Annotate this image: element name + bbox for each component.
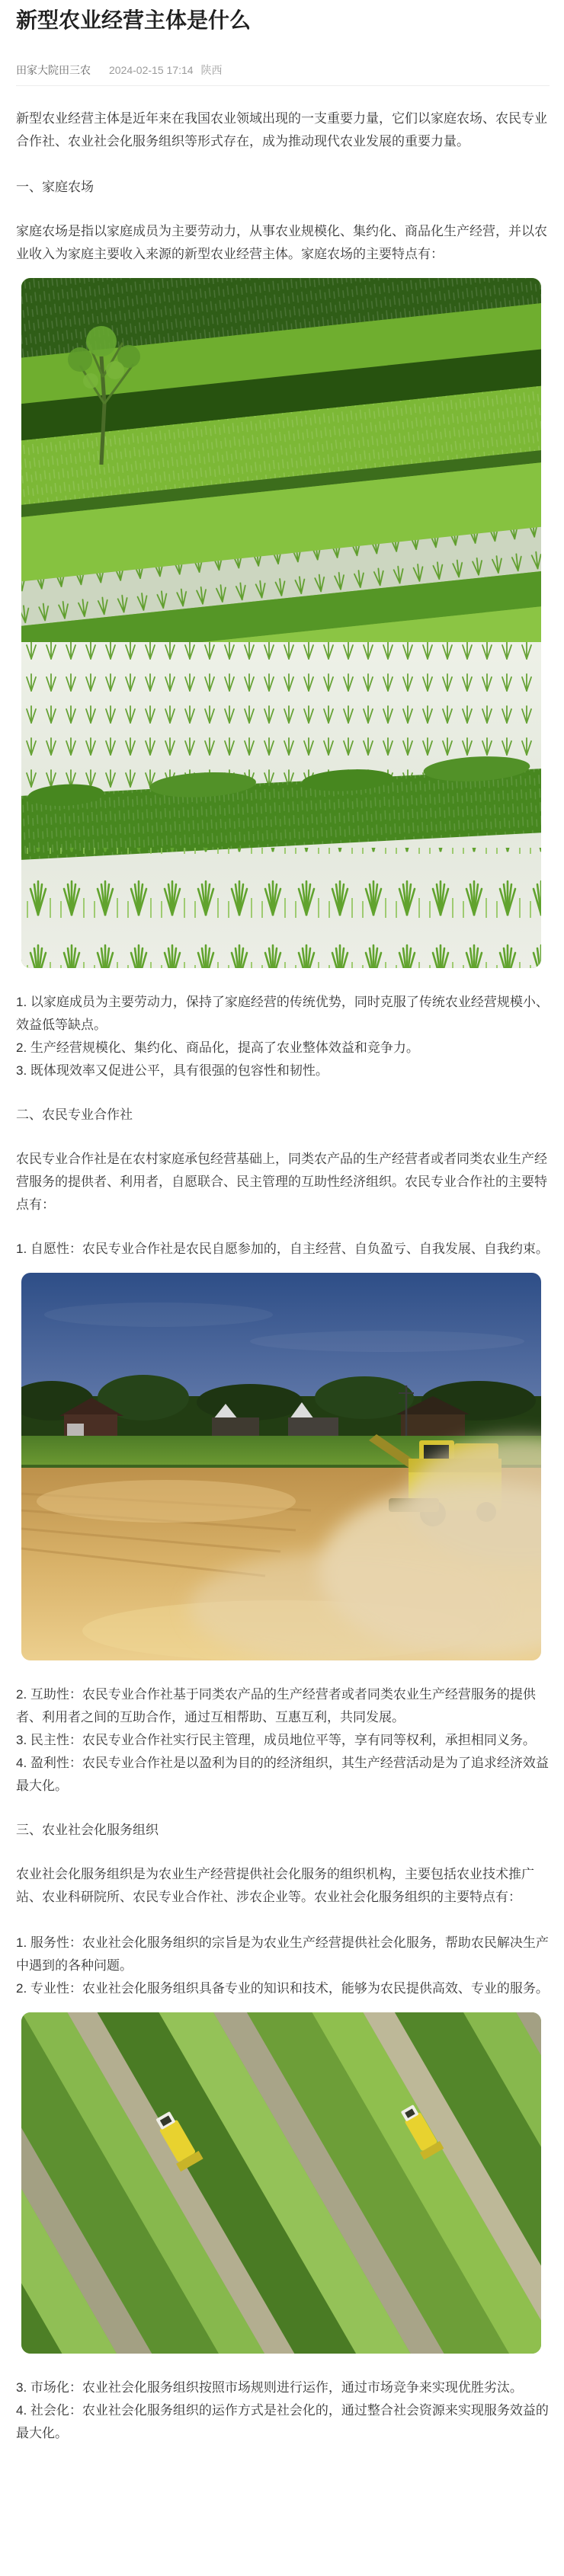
byline xyxy=(16,62,550,78)
intro-paragraph: 新型农业经营主体是近年来在我国农业领域出现的一支重要力量，它们以家庭农场、农民专业合作社、农业社会化服务组织等形式存在，成为推动现代农业发展的重要力量。 xyxy=(16,111,547,149)
article-image-rice-paddies[interactable] xyxy=(21,278,541,968)
article-image-wheat-harvest[interactable] xyxy=(21,1273,541,1660)
section2-intro: 农民专业合作社是在农村家庭承包经营基础上，同类农产品的生产经营者或者同类农业生产经营服务的提供者、利用者，自愿联合、民主管理的互助性经济组织。农民专业合作社的主要特点有： xyxy=(16,1152,547,1212)
feature-item: 4. 社会化：农业社会化服务组织的运作方式是社会化的，通过整合社会资源来实现服务效益的最大化。 xyxy=(16,2403,549,2440)
article-title: 新型农业经营主体是什么 xyxy=(16,8,252,32)
publish-time: 2024-02-15 17:14 xyxy=(109,64,194,76)
feature-item: 3. 既体现效率又促进公平，具有很强的包容性和韧性。 xyxy=(16,1063,328,1078)
section-heading-family-farm: 一、家庭农场 xyxy=(16,180,94,194)
service-org-features-bottom xyxy=(16,2376,550,2445)
wheat-harvest-illustration xyxy=(21,1273,541,1660)
section1-intro: 家庭农场是指以家庭成员为主要劳动力，从事农业规模化、集约化、商品化生产经营，并以农业收入为家庭主要收入来源的新型农业经营主体。家庭农场的主要特点有： xyxy=(16,224,547,261)
feature-item: 2. 生产经营规模化、集约化、商品化，提高了农业整体效益和竞争力。 xyxy=(16,1040,419,1055)
feature-item: 1. 自愿性：农民专业合作社是农民自愿参加的，自主经营、自负盈亏、自我发展、自我约束。 xyxy=(16,1242,549,1256)
publish-region: 陕西 xyxy=(200,64,223,76)
feature-item: 1. 以家庭成员为主要劳动力，保持了家庭经营的传统优势，同时克服了传统农业经营规模小、效益低等缺点。 xyxy=(16,995,549,1032)
feature-item: 4. 盈利性：农民专业合作社是以盈利为目的的经济组织，其生产经营活动是为了追求经济效益最大化。 xyxy=(16,1756,549,1793)
service-org-features-top xyxy=(16,1932,550,2000)
feature-item: 3. 民主性：农民专业合作社实行民主管理，成员地位平等，享有同等权利，承担相同义务。 xyxy=(16,1733,536,1747)
author-name[interactable]: 田家大院田三农 xyxy=(16,64,91,76)
feature-item: 2. 互助性：农民专业合作社基于同类农产品的生产经营者或者同类农业生产经营服务的提供者、利用者之间的互助合作，通过互相帮助、互惠互利，共同发展。 xyxy=(16,1687,536,1724)
aerial-farmland-illustration xyxy=(21,2012,541,2354)
feature-item: 1. 服务性：农业社会化服务组织的宗旨是为农业生产经营提供社会化服务，帮助农民解决生产中遇到的各种问题。 xyxy=(16,1935,549,1973)
feature-item: 2. 专业性：农业社会化服务组织具备专业的知识和技术，能够为农民提供高效、专业的服务。 xyxy=(16,1981,549,1996)
cooperative-features xyxy=(16,1683,550,1798)
family-farm-features xyxy=(16,991,550,1082)
rice-paddies-illustration xyxy=(21,278,541,968)
article-image-aerial-farmland[interactable] xyxy=(21,2012,541,2354)
divider xyxy=(16,85,550,86)
section-heading-service-org: 三、农业社会化服务组织 xyxy=(16,1823,159,1837)
feature-item: 3. 市场化：农业社会化服务组织按照市场规则进行运作，通过市场竞争来实现优胜劣汰。 xyxy=(16,2380,523,2395)
section3-intro: 农业社会化服务组织是为农业生产经营提供社会化服务的组织机构，主要包括农业技术推广站、农业科研院所、农民专业合作社、涉农企业等。农业社会化服务组织的主要特点有： xyxy=(16,1867,534,1904)
section-heading-cooperative: 二、农民专业合作社 xyxy=(16,1107,133,1122)
